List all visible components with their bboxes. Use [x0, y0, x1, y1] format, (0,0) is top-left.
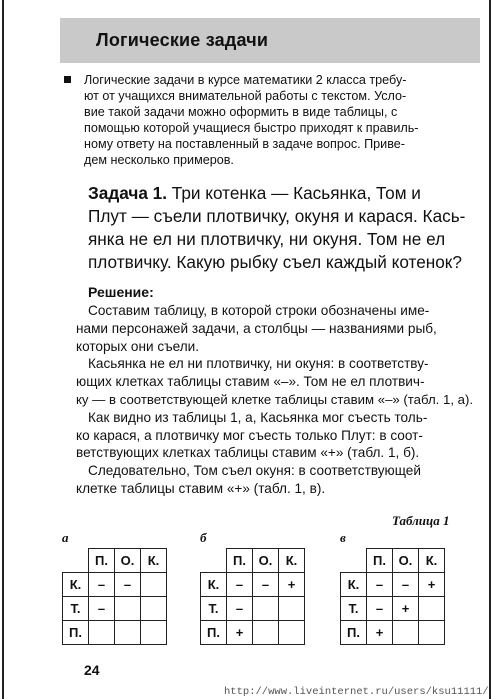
table-cell: – [367, 597, 393, 621]
table-cell: + [393, 597, 419, 621]
row-header: Т. [201, 597, 227, 621]
table-cell: – [227, 573, 253, 597]
solution-line: ветствующих клетках таблицы ставим «+» (табл. 1, б). [76, 445, 420, 461]
table-cell [115, 597, 141, 621]
col-header: О. [393, 549, 419, 573]
table-cell [279, 621, 305, 645]
table-v [340, 548, 445, 645]
table-b [200, 548, 305, 645]
table-cell: + [227, 621, 253, 645]
solution-line: Касьянка не ел ни плотвичку, ни окуня: в соответству- [88, 356, 429, 372]
table-cell: – [227, 597, 253, 621]
task-line: Плут — съели плотвичку, окуня и карася. Кась- [88, 206, 466, 226]
table-cell [141, 597, 167, 621]
table-cell [253, 621, 279, 645]
solution-heading: Решение: [88, 284, 154, 300]
task-line: плотвичку. Какую рыбку съел каждый котенок? [88, 252, 462, 272]
table-cell [393, 621, 419, 645]
table-label-v: в [340, 530, 346, 545]
solution-line: ко карася, а плотвичку мог съесть только Плут: в соот- [76, 427, 423, 443]
solution-line: которых они съели. [76, 338, 200, 354]
table-cell: – [253, 573, 279, 597]
watermark-url: http://www.liveinternet.ru/users/ksu11111/ [224, 686, 489, 698]
table-cell: – [393, 573, 419, 597]
col-header: К. [419, 549, 445, 573]
row-header: Т. [341, 597, 367, 621]
row-header: П. [201, 621, 227, 645]
table-a [62, 548, 167, 645]
col-header: К. [141, 549, 167, 573]
intro-line: ют от учащихся внимательной работы с текстом. Усло- [84, 89, 407, 103]
table-cell: – [89, 573, 115, 597]
table-cell: + [279, 573, 305, 597]
col-header: О. [253, 549, 279, 573]
intro-line: вие такой задачи можно оформить в виде таблицы, с [84, 105, 398, 119]
task-line [88, 182, 488, 205]
row-header: К. [341, 573, 367, 597]
intro-line: Логические задачи в курсе математики 2 класса требу- [84, 73, 407, 87]
solution-text [76, 302, 488, 498]
solution-line: ющих клетках таблицы ставим «–». Том не ел плотвич- [76, 374, 425, 390]
solution-line: нами персонажей задачи, а столбцы — названиями рыб, [76, 320, 437, 336]
table-cell: + [367, 621, 393, 645]
col-header: К. [279, 549, 305, 573]
col-header: П. [367, 549, 393, 573]
table-cell [253, 597, 279, 621]
table-cell: – [89, 597, 115, 621]
solution-line: ку — в соответствующей клетке таблицы ставим «–» (табл. 1, а). [76, 391, 474, 407]
page-title: Логические задачи [96, 30, 269, 50]
task-label: Задача 1. [88, 183, 168, 203]
table-cell [279, 597, 305, 621]
page-number: 24 [84, 662, 100, 678]
solution-line: клетке таблицы ставим «+» (табл. 1, в). [76, 480, 326, 496]
table-corner [341, 549, 367, 573]
table-cell [89, 621, 115, 645]
col-header: П. [227, 549, 253, 573]
task-first-line: Три котенка — Касьянка, Том и [167, 183, 421, 203]
table-cell [141, 621, 167, 645]
table-label-a: а [62, 530, 69, 545]
row-header: К. [201, 573, 227, 597]
intro-line: дем несколько примеров. [84, 153, 234, 167]
row-header: П. [63, 621, 89, 645]
task-line: янка не ел ни плотвичку, ни окуня. Том не ел [88, 229, 446, 249]
table-caption: Таблица 1 [392, 513, 450, 528]
table-cell [115, 621, 141, 645]
row-header: П. [341, 621, 367, 645]
table-cell [419, 597, 445, 621]
table-corner [63, 549, 89, 573]
solution-line: Следовательно, Том съел окуня: в соответствующей [88, 463, 421, 479]
row-header: К. [63, 573, 89, 597]
solution-line: Составим таблицу, в которой строки обозначены име- [88, 303, 430, 318]
table-cell [419, 621, 445, 645]
table-label-b: б [200, 530, 207, 545]
table-cell: – [367, 573, 393, 597]
intro-line: помощью которой учащиеся быстро приходят к правиль- [84, 121, 419, 135]
table-cell: – [115, 573, 141, 597]
table-cell: + [419, 573, 445, 597]
solution-line: Как видно из таблицы 1, а, Касьянка мог съесть толь- [88, 409, 428, 425]
bullet-square-icon [64, 76, 71, 83]
col-header: О. [115, 549, 141, 573]
intro-line: ному ответу на поставленный в задаче вопрос. Приве- [84, 137, 405, 151]
table-cell [141, 573, 167, 597]
col-header: П. [89, 549, 115, 573]
intro-text [84, 72, 480, 168]
table-corner [201, 549, 227, 573]
row-header: Т. [63, 597, 89, 621]
task-statement [88, 182, 488, 274]
